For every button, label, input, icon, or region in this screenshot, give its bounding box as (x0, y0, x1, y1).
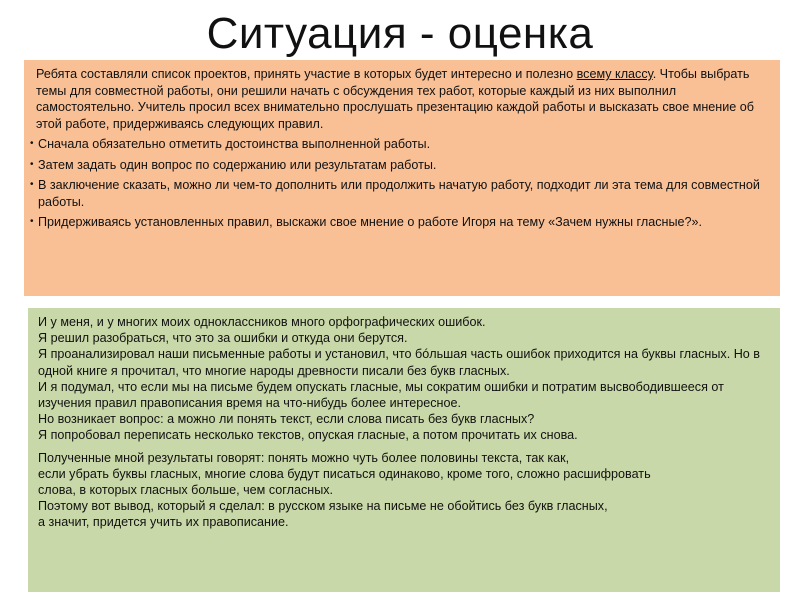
rule-item: • В заключение сказать, можно ли чем-то дополнить или продолжить начатую работу, подходит ли эта тема для совместной работы. (30, 177, 768, 210)
task-intro-start: Ребята составляли список проектов, принять участие в которых будет интересно и полезно (36, 67, 577, 81)
conclusion-line: Поэтому вот вывод, который я сделал: в русском языке на письме не обойтись без букв гласных, (38, 499, 608, 514)
conclusion-line: слова, в которых гласных больше, чем согласных. (38, 483, 334, 498)
work-line: И у меня, и у многих моих одноклассников много орфографических ошибок. (38, 315, 486, 329)
rule-item: • Придерживаясь установленных правил, выскажи свое мнение о работе Игоря на тему «Зачем нужны гласные?». (30, 214, 768, 231)
task-intro-end: . Чтобы выбрать темы для совместной работы, они решили начать с обсуждения тех работ, которые каждый из них выполнил самостоятельно. Учитель просил всех внимательно прослушать презентацию каждой работы и высказать свое мнение об этой работе, придерживаясь следующих правил. (36, 67, 755, 131)
conclusion-line: Полученные мной результаты говорят: понять можно чуть более половины текста, так как, (38, 450, 570, 465)
conclusion-line: а значит, придется учить их правописание. (38, 515, 289, 530)
work-line: Но возникает вопрос: а можно ли понять текст, если слова писать без букв гласных? (38, 412, 535, 427)
rules-list (30, 136, 768, 231)
rule-item: • Затем задать один вопрос по содержанию или результатам работы. (30, 157, 768, 174)
slide-title: Ситуация - оценка (206, 9, 594, 58)
work-line: И я подумал, что если мы на письме будем опускать гласные, мы сократим ошибки и потратим высвободившееся от изучения правил правописания время на что-нибудь более интересное. (38, 379, 724, 411)
task-box (24, 60, 780, 296)
work-text-box (28, 308, 780, 592)
task-intro (30, 66, 768, 132)
conclusion-line: если убрать буквы гласных, многие слова будут писаться одинаково, кроме того, сложно расшифровать (38, 466, 651, 481)
task-intro-underlined: всему классу (576, 67, 653, 81)
work-line: Я проанализировал наши письменные работы и установил, что бóльшая часть ошибок приходится на буквы гласных. Но в одной книге я прочитал, что многие народы древности писали без букв гласных. (38, 347, 760, 378)
work-line: Я решил разобраться, что это за ошибки и откуда они берутся. (38, 331, 408, 346)
rule-item: • Сначала обязательно отметить достоинства выполненной работы. (30, 136, 768, 153)
work-line: Я попробовал переписать несколько текстов, опуская гласные, а потом прочитать их снова. (38, 428, 578, 443)
